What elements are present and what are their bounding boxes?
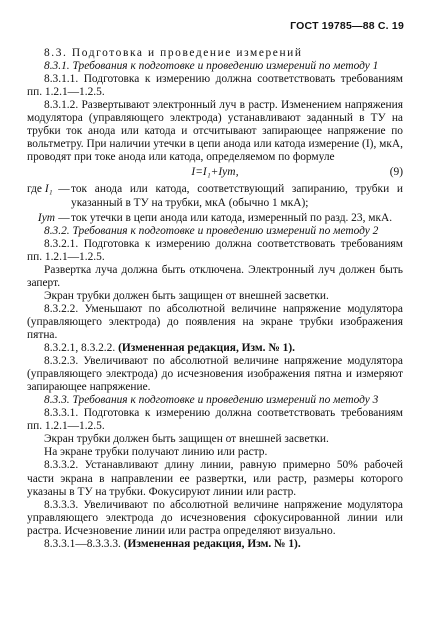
paragraph-8-3-2-3: 8.3.2.3. Увеличивают по абсолютной величине напряжение модулятора (управляющего электрода) до исчезновения изображения пятна и измеряют запирающее напряжение.: [27, 355, 403, 394]
section-8-3-1-heading: 8.3.1. Требования к подготовке и проведению измерений по методу 1: [44, 60, 379, 73]
paragraph-8-3-1-2: 8.3.1.2. Развертывают электронный луч в растр. Изменением напряжения модулятора (управляющего электрода) устанавливают заданный в ТУ на трубки ток анода или катода и отсчитывают запирающее напряжение по вольтметру. При наличии утечки в цепи анода или катода измерение (I), мкА, проводят при токе анода или катода, определяемом по формуле: [27, 99, 403, 164]
formula-number: (9): [389, 166, 403, 179]
legend-dash: —: [58, 211, 70, 224]
paragraph-8-3-2-1-screen: Экран трубки должен быть защищен от внешней засветки.: [44, 289, 329, 302]
document-body: [27, 47, 403, 551]
paragraph-8-3-3-3: 8.3.3.3. Увеличивают по абсолютной величине напряжение модулятора управляющего электрода до исчезновения сфокусированной линии или растра. Исчезновение линии или растра определяют визуально.: [27, 498, 403, 537]
revision-note-1: 8.3.2.1, 8.3.2.2. (Измененная редакция, Изм. № 1).: [44, 342, 296, 355]
paragraph-8-3-3-2: 8.3.3.2. Устанавливают длину линии, равную примерно 50% рабочей части экрана в направлении ее развертки, или растр, размеры которого указаны в ТУ на трубки. Фокусируют линии или растр.: [27, 459, 403, 498]
legend-iut: [27, 212, 403, 225]
where-word: где I₁: [27, 183, 53, 196]
page-header: ГОСТ 19785—88 С. 19: [290, 20, 404, 32]
paragraph-8-3-3-1: 8.3.3.1. Подготовка к измерению должна соответствовать требованиям пп. 1.2.1—1.2.5.: [27, 407, 403, 433]
section-8-3-3-heading: 8.3.3. Требования к подготовке и проведению измерений по методу 3: [44, 394, 379, 407]
paragraph-8-3-3-1-line: На экране трубки получают линию или растр.: [44, 446, 268, 459]
paragraph-8-3-1-1: 8.3.1.1. Подготовка к измерению должна соответствовать требованиям пп. 1.2.1—1.2.5.: [27, 73, 403, 99]
legend-dash: —: [58, 183, 70, 196]
paragraph-8-3-2-1: 8.3.2.1. Подготовка к измерению должна соответствовать требованиям пп. 1.2.1—1.2.5.: [27, 237, 403, 263]
paragraph-8-3-2-2: 8.3.2.2. Уменьшают по абсолютной величине напряжение модулятора (управляющего электрода) до появления на экране трубки изображения пятна.: [27, 302, 403, 341]
section-8-3-heading: 8.3. Подготовка и проведение измерений: [44, 47, 303, 59]
formula-expression: I=I₁+Iут,: [191, 166, 239, 179]
paragraph-8-3-3-1-screen: Экран трубки должен быть защищен от внешней засветки.: [44, 433, 329, 446]
revision-note-2: 8.3.3.1—8.3.3.3. (Измененная редакция, Изм. № 1).: [44, 537, 301, 550]
legend-iut-symbol: Iут: [37, 211, 55, 224]
legend-iut-text: ток утечки в цепи анода или катода, измеренный по разд. 23, мкА.: [71, 211, 393, 224]
legend-i1: [27, 183, 403, 209]
paragraph-8-3-2-1-beam: Развертка луча должна быть отключена. Электронный луч должен быть заперт.: [27, 263, 403, 289]
formula-9: [27, 166, 403, 179]
legend-i1-text: ток анода или катода, соответствующий запиранию, трубки и указанный в ТУ на трубки, мкА (обычно 1 мкА);: [71, 183, 403, 209]
section-8-3-2-heading: 8.3.2. Требования к подготовке и проведению измерений по методу 2: [44, 224, 379, 237]
